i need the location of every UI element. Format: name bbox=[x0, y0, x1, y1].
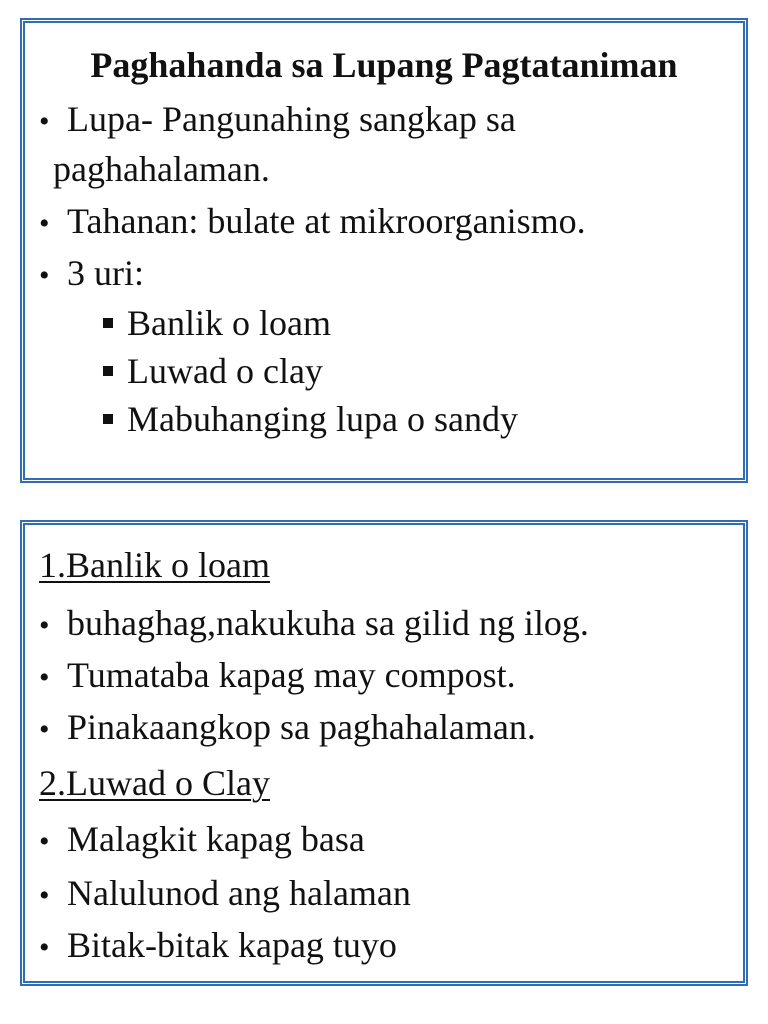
square-bullet-icon bbox=[103, 366, 113, 376]
bullet-item bbox=[39, 253, 144, 296]
bullet-text: Malagkit kapag basa bbox=[67, 819, 365, 859]
sub-item-text: Banlik o loam bbox=[127, 303, 331, 343]
bullet-text: Nalulunod ang halaman bbox=[67, 873, 411, 913]
intro-card bbox=[20, 18, 748, 483]
sub-item bbox=[103, 399, 518, 439]
sub-item-text: Luwad o clay bbox=[127, 351, 323, 391]
sub-item bbox=[103, 351, 323, 391]
bullet-icon: • bbox=[39, 661, 50, 694]
bullet-item bbox=[39, 873, 411, 916]
bullet-item bbox=[39, 925, 397, 968]
bullet-item bbox=[39, 603, 589, 646]
square-bullet-icon bbox=[103, 414, 113, 424]
soil-types-card bbox=[20, 520, 748, 986]
bullet-text: Tahanan: bulate at mikroorganismo. bbox=[67, 201, 586, 241]
bullet-continuation: paghahalaman. bbox=[53, 149, 270, 189]
sub-item-text: Mabuhanging lupa o sandy bbox=[127, 399, 518, 439]
bullet-text: buhaghag,nakukuha sa gilid ng ilog. bbox=[67, 603, 589, 643]
bullet-item bbox=[39, 201, 586, 244]
card-title: Paghahanda sa Lupang Pagtataniman bbox=[90, 45, 678, 85]
bullet-item bbox=[39, 707, 536, 750]
bullet-item bbox=[39, 655, 516, 698]
bullet-icon: • bbox=[39, 931, 50, 964]
bullet-text: Lupa- Pangunahing sangkap sa bbox=[67, 99, 516, 139]
bullet-icon: • bbox=[39, 713, 50, 746]
bullet-text: Tumataba kapag may compost. bbox=[67, 655, 516, 695]
bullet-icon: • bbox=[39, 825, 50, 858]
bullet-icon: • bbox=[39, 259, 50, 292]
bullet-item bbox=[39, 99, 516, 142]
bullet-text: Bitak-bitak kapag tuyo bbox=[67, 925, 397, 965]
bullet-text: Pinakaangkop sa paghahalaman. bbox=[67, 707, 536, 747]
square-bullet-icon bbox=[103, 318, 113, 328]
bullet-item bbox=[39, 819, 365, 862]
bullet-icon: • bbox=[39, 879, 50, 912]
section-heading: 1.Banlik o loam bbox=[39, 545, 270, 585]
section-heading: 2.Luwad o Clay bbox=[39, 763, 270, 803]
bullet-icon: • bbox=[39, 105, 50, 138]
bullet-icon: • bbox=[39, 207, 50, 240]
bullet-text: 3 uri: bbox=[67, 253, 144, 293]
bullet-icon: • bbox=[39, 609, 50, 642]
sub-item bbox=[103, 303, 331, 343]
